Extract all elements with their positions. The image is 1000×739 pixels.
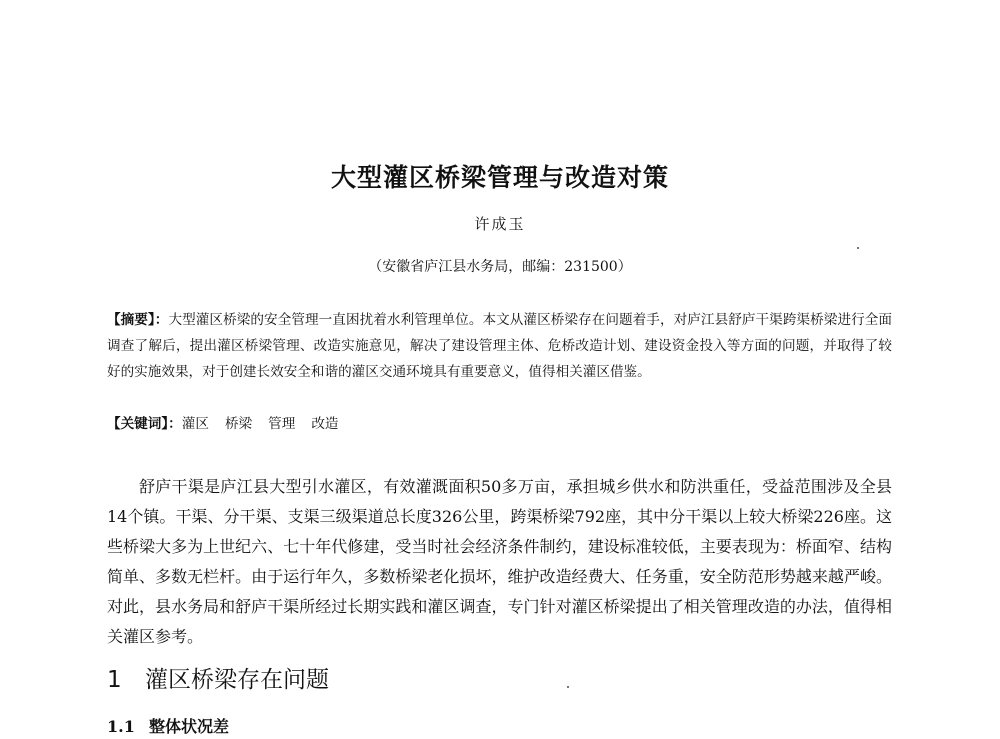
author-name: 许成玉 <box>474 215 526 233</box>
section-heading <box>107 661 329 694</box>
subsection-number: 1.1 <box>107 717 135 736</box>
subsection-heading <box>107 714 229 737</box>
abstract <box>107 307 892 385</box>
abstract-text: 大型灌区桥梁的安全管理一直困扰着水利管理单位。本文从灌区桥梁存在问题着手，对庐江县舒庐干渠跨渠桥梁进行全面调查了解后，提出灌区桥梁管理、改造实施意见，解决了建设管理主体、危桥改造计划、建设资金投入等方面的问题，并取得了较好的实施效果，对于创建长效安全和谐的灌区交通环境具有重要意义，值得相关灌区借鉴。 <box>107 312 892 380</box>
subsection-title: 整体状况差 <box>149 717 230 736</box>
section-title: 灌区桥梁存在问题 <box>145 667 329 693</box>
keywords <box>107 411 892 437</box>
intro-paragraph: 舒庐干渠是庐江县大型引水灌区，有效灌溉面积50多万亩，承担城乡供水和防洪重任，受益范围涉及全县14个镇。干渠、分干渠、支渠三级渠道总长度326公里，跨渠桥梁792座，其中分干渠以上较大桥梁226座。这些桥梁大多为上世纪六、七十年代修建，受当时社会经济条件制约，建设标准较低，主要表现为：桥面窄、结构简单、多数无栏杆。由于运行年久，多数桥梁老化损坏，维护改造经费大、任务重，安全防范形势越来越严峻。对此，县水务局和舒庐干渠所经过长期实践和灌区调查，专门针对灌区桥梁提出了相关管理改造的办法，值得相关灌区参考。 <box>107 477 892 646</box>
keywords-label: 【关键词】： <box>107 416 182 432</box>
abstract-label: 【摘要】： <box>107 312 169 328</box>
section-number: 1 <box>107 667 122 693</box>
keyword-item: 管理 <box>268 416 296 432</box>
keyword-item: 桥梁 <box>224 416 253 432</box>
scan-speck <box>857 247 859 249</box>
author-affiliation: （安徽省庐江县水务局，邮编：231500） <box>368 259 632 275</box>
paper-title: 大型灌区桥梁管理与改造对策 <box>330 163 669 192</box>
scan-speck <box>567 686 569 688</box>
keyword-item: 灌区 <box>181 416 209 432</box>
keyword-item: 改造 <box>311 416 339 432</box>
